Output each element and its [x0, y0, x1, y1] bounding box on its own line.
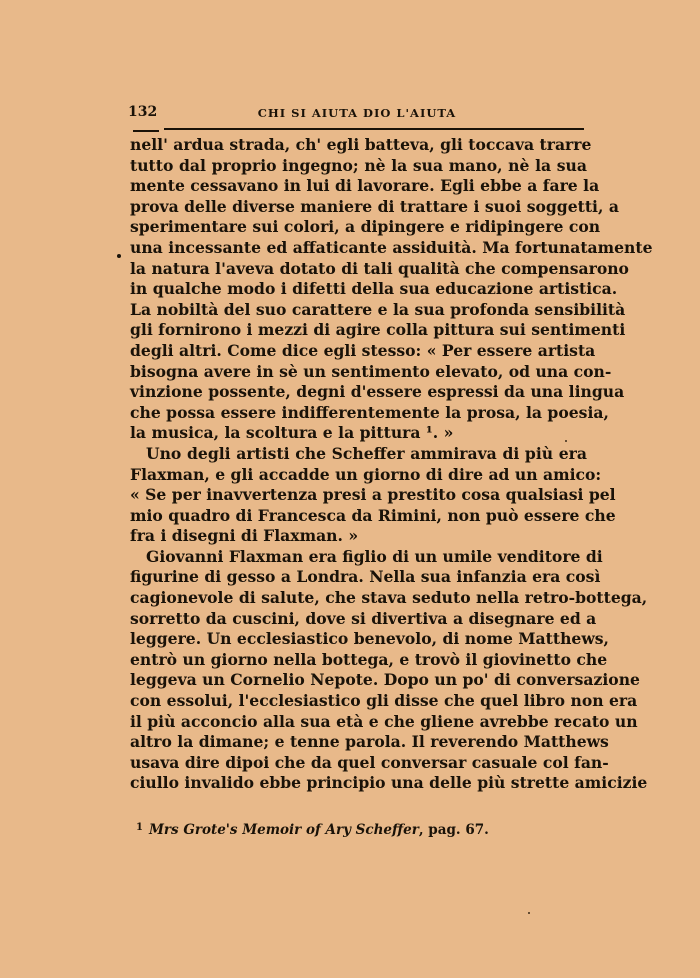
text-line: altro la dimane; e tenne parola. Il reverendo Matthews — [130, 732, 609, 752]
text-line: ciullo invalido ebbe principio una delle più strette amicizie — [130, 773, 648, 793]
stray-mark-bottom — [528, 912, 530, 914]
text-line: vinzione possente, degni d'essere espressi da una lingua — [130, 382, 625, 402]
text-line: entrò un giorno nella bottega, e trovò il giovinetto che — [130, 649, 608, 669]
text-line: con essolui, l'ecclesiastico gli disse che quel libro non era — [130, 691, 638, 711]
text-line: mente cessavano in lui di lavorare. Egli ebbe a fare la — [130, 176, 600, 196]
footnote-marker: 1 — [136, 822, 143, 833]
page-number: 132 — [128, 104, 158, 120]
footnote-source-title: Mrs Grote's Memoir of Ary Scheffer — [148, 822, 419, 838]
text-line: la natura l'aveva dotato di tali qualità che compensarono — [130, 258, 629, 278]
text-line: leggeva un Cornelio Nepote. Dopo un po' di conversazione — [130, 670, 640, 690]
text-line: una incessante ed affaticante assiduità. Ma fortunatamente — [130, 237, 653, 257]
text-line: gli fornirono i mezzi di agire colla pittura sui sentimenti — [130, 320, 626, 340]
page-header — [128, 104, 586, 124]
text-line: sperimentare sui colori, a dipingere e ridipingere con — [130, 217, 601, 237]
body-text — [130, 135, 653, 794]
text-line: la musica, la scoltura e la pittura ¹. » — [130, 423, 454, 443]
text-line: leggere. Un ecclesiastico benevolo, di nome Matthews, — [130, 629, 609, 649]
text-line: figurine di gesso a Londra. Nella sua infanzia era così — [130, 567, 601, 587]
text-line: che possa essere indifferentemente la prosa, la poesia, — [130, 402, 609, 422]
header-rule-short — [133, 130, 159, 132]
text-line: degli altri. Come dice egli stesso: « Per essere artista — [130, 340, 596, 360]
text-line: mio quadro di Francesca da Rimini, non può essere che — [130, 505, 616, 525]
text-line: tutto dal proprio ingegno; nè la sua mano, nè la sua — [130, 155, 587, 175]
text-line: in qualche modo i difetti della sua educazione artistica. — [130, 279, 618, 299]
text-line: « Se per inavvertenza presi a prestito cosa qualsiasi pel — [130, 485, 616, 505]
text-line: sorretto da cuscini, dove si divertiva a disegnare ed a — [130, 608, 597, 628]
text-line: prova delle diverse maniere di trattare i suoi soggetti, a — [130, 196, 619, 216]
running-title: CHI SI AIUTA DIO L'AIUTA — [257, 106, 457, 120]
text-line: cagionevole di salute, che stava seduto nella retro-bottega, — [130, 588, 648, 608]
footnote — [136, 822, 586, 838]
text-line: usava dire dipoi che da quel conversar casuale col fan- — [130, 752, 609, 772]
text-line: nell' ardua strada, ch' egli batteva, gli toccava trarre — [130, 135, 592, 154]
header-rule — [164, 128, 584, 130]
text-line: Uno degli artisti che Scheffer ammirava di più era — [146, 443, 587, 463]
margin-mark — [117, 254, 121, 258]
footnote-page-ref: , pag. 67. — [418, 822, 489, 838]
text-line: fra i disegni di Flaxman. » — [130, 526, 359, 546]
text-line: Flaxman, e gli accadde un giorno di dire ad un amico: — [130, 464, 602, 484]
text-line: bisogna avere in sè un sentimento elevato, od una con- — [130, 361, 612, 381]
text-line: Giovanni Flaxman era figlio di un umile venditore di — [146, 546, 603, 566]
text-line: La nobiltà del suo carattere e la sua profonda sensibilità — [130, 299, 626, 319]
text-line: il più acconcio alla sua età e che gliene avrebbe recato un — [130, 711, 638, 731]
